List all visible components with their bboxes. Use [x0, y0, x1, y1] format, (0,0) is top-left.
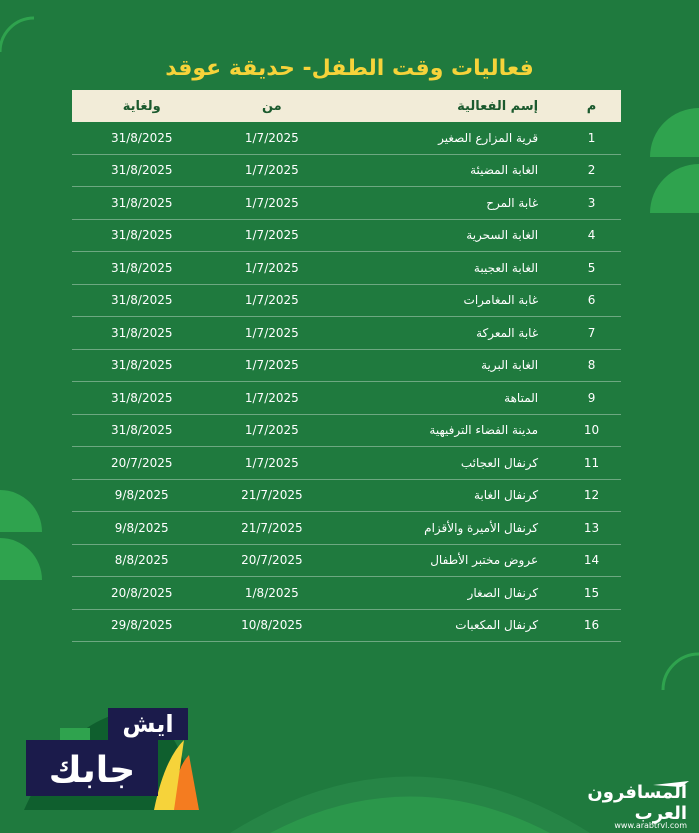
row-event-name: قرية المزارع الصغير — [332, 122, 562, 154]
row-event-name: عروض مختبر الأطفال — [332, 544, 562, 577]
row-num: 6 — [562, 284, 621, 317]
row-to-date: 31/8/2025 — [72, 284, 211, 317]
row-from-date: 21/7/2025 — [211, 479, 332, 512]
row-event-name: كرنفال الصغار — [332, 577, 562, 610]
table-row — [72, 284, 621, 317]
row-event-name: كرنفال المكعبات — [332, 609, 562, 642]
table-row — [72, 479, 621, 512]
table-row — [72, 512, 621, 545]
table-header-row — [72, 90, 621, 122]
row-to-date: 31/8/2025 — [72, 349, 211, 382]
row-num: 9 — [562, 382, 621, 415]
row-event-name: مدينة الفضاء الترفيهية — [332, 414, 562, 447]
row-num: 8 — [562, 349, 621, 382]
watermark-name: المسافرون العرب — [587, 782, 687, 824]
row-num: 11 — [562, 447, 621, 480]
row-from-date: 20/7/2025 — [211, 544, 332, 577]
row-from-date: 1/7/2025 — [211, 284, 332, 317]
table-row — [72, 382, 621, 415]
row-num: 10 — [562, 414, 621, 447]
row-from-date: 21/7/2025 — [211, 512, 332, 545]
right-bottom-arc-decoration — [655, 650, 699, 700]
row-to-date: 31/8/2025 — [72, 252, 211, 285]
table-row — [72, 414, 621, 447]
row-to-date: 31/8/2025 — [72, 219, 211, 252]
watermark-url: www.arabtrvl.com — [614, 821, 687, 830]
table-row — [72, 154, 621, 187]
watermark-logo — [587, 775, 695, 830]
table-row — [72, 577, 621, 610]
table-row — [72, 447, 621, 480]
row-num: 7 — [562, 317, 621, 350]
left-leaf-decoration — [0, 490, 44, 580]
row-event-name: الغابة البرية — [332, 349, 562, 382]
row-num: 14 — [562, 544, 621, 577]
table-row — [72, 609, 621, 642]
table-row — [72, 349, 621, 382]
row-to-date: 29/8/2025 — [72, 609, 211, 642]
row-to-date: 9/8/2025 — [72, 512, 211, 545]
right-leaf-decoration — [650, 108, 699, 218]
row-event-name: الغابة المضيئة — [332, 154, 562, 187]
row-event-name: المتاهة — [332, 382, 562, 415]
row-to-date: 20/8/2025 — [72, 577, 211, 610]
table-row — [72, 544, 621, 577]
header-num: م — [586, 98, 597, 114]
row-to-date: 8/8/2025 — [72, 544, 211, 577]
row-from-date: 1/7/2025 — [211, 382, 332, 415]
row-event-name: غابة المعركة — [332, 317, 562, 350]
bottom-dots-pattern — [230, 740, 590, 833]
brand-logo-line1: ايش — [122, 710, 174, 738]
row-from-date: 10/8/2025 — [211, 609, 332, 642]
row-event-name: غابة المغامرات — [332, 284, 562, 317]
row-event-name: الغابة السحرية — [332, 219, 562, 252]
row-to-date: 31/8/2025 — [72, 122, 211, 154]
row-event-name: الغابة العجيبة — [332, 252, 562, 285]
table-row — [72, 122, 621, 154]
row-num: 5 — [562, 252, 621, 285]
row-from-date: 1/7/2025 — [211, 414, 332, 447]
row-num: 13 — [562, 512, 621, 545]
top-left-arc-decoration — [0, 0, 60, 60]
row-num: 12 — [562, 479, 621, 512]
row-from-date: 1/8/2025 — [211, 577, 332, 610]
page-title: فعاليات وقت الطفل- حديقة عوقد — [165, 56, 534, 81]
row-from-date: 1/7/2025 — [211, 447, 332, 480]
table-row — [72, 317, 621, 350]
header-to: ولغاية — [122, 98, 161, 114]
row-to-date: 9/8/2025 — [72, 479, 211, 512]
header-from: من — [261, 98, 282, 114]
brand-logo — [24, 700, 214, 810]
brand-logo-line2: جابك — [48, 750, 136, 791]
row-from-date: 1/7/2025 — [211, 187, 332, 220]
header-event-name: إسم الفعالية — [457, 98, 539, 114]
row-from-date: 1/7/2025 — [211, 154, 332, 187]
row-num: 15 — [562, 577, 621, 610]
row-to-date: 31/8/2025 — [72, 382, 211, 415]
row-to-date: 31/8/2025 — [72, 187, 211, 220]
row-event-name: كرنفال العجائب — [332, 447, 562, 480]
row-to-date: 31/8/2025 — [72, 317, 211, 350]
row-event-name: غابة المرح — [332, 187, 562, 220]
row-event-name: كرنفال الغابة — [332, 479, 562, 512]
events-table — [72, 90, 621, 642]
table-row — [72, 187, 621, 220]
row-num: 4 — [562, 219, 621, 252]
row-to-date: 31/8/2025 — [72, 414, 211, 447]
row-from-date: 1/7/2025 — [211, 122, 332, 154]
row-num: 2 — [562, 154, 621, 187]
row-to-date: 20/7/2025 — [72, 447, 211, 480]
row-from-date: 1/7/2025 — [211, 349, 332, 382]
row-from-date: 1/7/2025 — [211, 317, 332, 350]
row-from-date: 1/7/2025 — [211, 252, 332, 285]
row-from-date: 1/7/2025 — [211, 219, 332, 252]
row-event-name: كرنفال الأميرة والأقزام — [332, 512, 562, 545]
row-num: 16 — [562, 609, 621, 642]
row-to-date: 31/8/2025 — [72, 154, 211, 187]
row-num: 3 — [562, 187, 621, 220]
table-row — [72, 219, 621, 252]
table-row — [72, 252, 621, 285]
row-num: 1 — [562, 122, 621, 154]
